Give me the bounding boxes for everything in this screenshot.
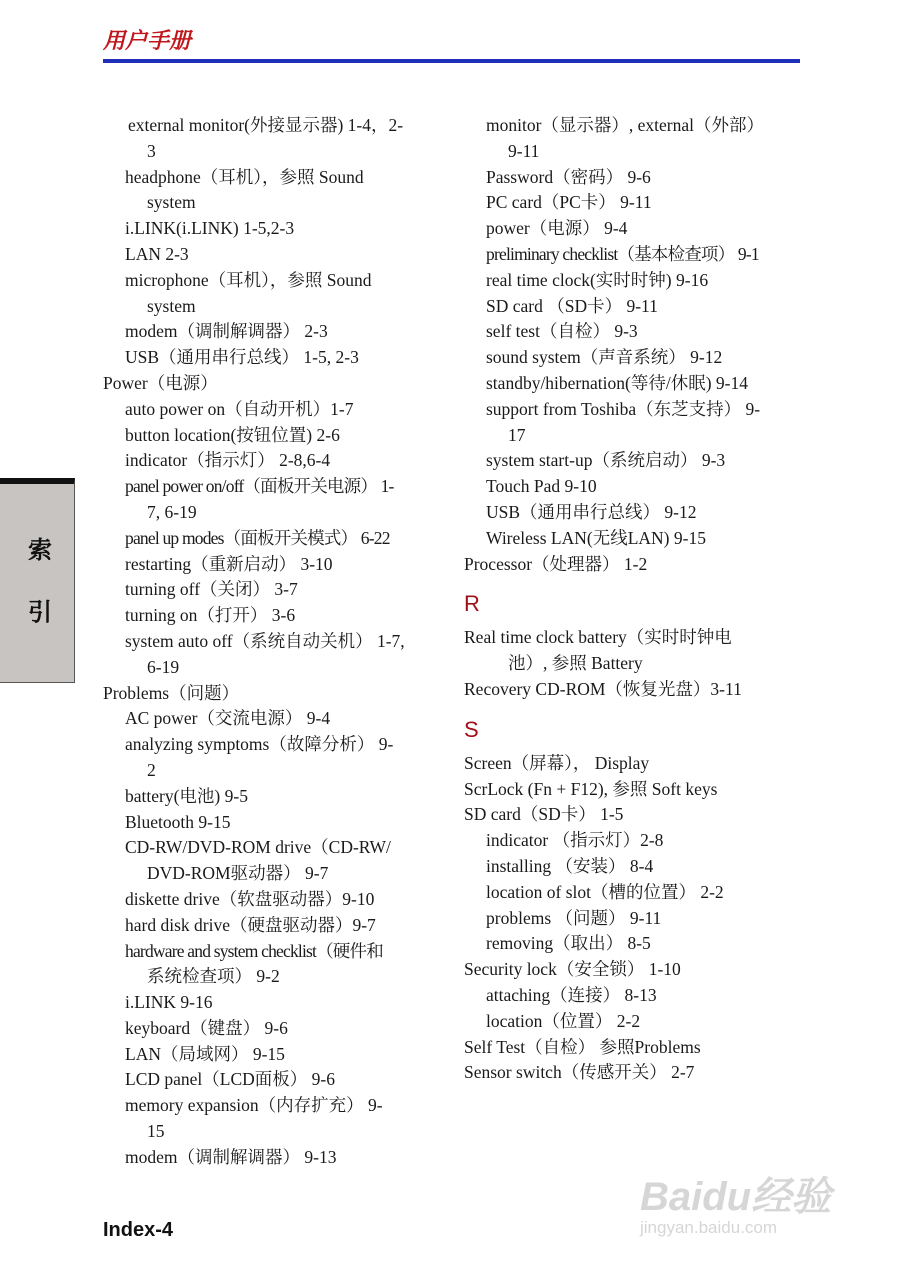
index-subentry: hardware and system checklist（硬件和	[125, 940, 383, 961]
index-entry: Processor（处理器） 1-2	[464, 553, 648, 574]
index-subentry: USB（通用串行总线） 9-12	[486, 501, 697, 522]
index-subentry: i.LINK 9-16	[125, 992, 213, 1013]
index-subentry: removing（取出） 8-5	[486, 933, 651, 954]
index-subentry: memory expansion（内存扩充） 9-	[125, 1095, 383, 1116]
index-subentry: diskette drive（软盘驱动器）9-10	[125, 888, 375, 909]
index-subentry: CD-RW/DVD-ROM drive（CD-RW/	[125, 837, 391, 858]
section-letter: S	[464, 716, 479, 742]
watermark	[640, 1165, 831, 1238]
index-entry: ScrLock (Fn + F12), 参照 Soft keys	[464, 778, 718, 799]
index-subentry: button location(按钮位置) 2-6	[125, 424, 340, 445]
index-subentry: Wireless LAN(无线LAN) 9-15	[486, 527, 706, 548]
index-subentry: LCD panel（LCD面板） 9-6	[125, 1069, 335, 1090]
index-entry-continuation: 9-11	[508, 140, 540, 161]
page-number: Index-4	[103, 1219, 174, 1241]
index-subentry: modem（调制解调器） 9-13	[125, 1146, 337, 1167]
index-subentry: power（电源） 9-4	[486, 218, 628, 239]
index-subentry: Bluetooth 9-15	[125, 811, 231, 832]
index-entry-continuation: 3	[147, 140, 156, 161]
watermark-logo: Baidu经验	[640, 1175, 832, 1219]
tab-char-1: 索	[28, 536, 52, 564]
index-subentry: standby/hibernation(等待/休眠) 9-14	[486, 372, 748, 393]
index-entry: Real time clock battery（实时时钟电	[464, 627, 732, 648]
index-entry-continuation: 7, 6-19	[147, 501, 197, 522]
tab-char-2: 引	[28, 598, 52, 626]
index-entry-continuation: 17	[508, 424, 526, 445]
index-column-left	[103, 113, 453, 1171]
index-entry-continuation: 6-19	[147, 656, 180, 677]
index-subentry: SD card （SD卡） 9-11	[486, 295, 658, 316]
index-subentry: LAN 2-3	[125, 243, 189, 264]
index-entry: Recovery CD-ROM（恢复光盘）3-11	[464, 678, 742, 699]
index-entry: Security lock（安全锁） 1-10	[464, 959, 681, 980]
index-entry: Problems（问题）	[103, 682, 240, 703]
section-letter: R	[464, 591, 480, 617]
index-subentry: hard disk drive（硬盘驱动器）9-7	[125, 914, 376, 935]
index-subentry: keyboard（键盘） 9-6	[125, 1017, 288, 1038]
index-subentry: auto power on（自动开机）1-7	[125, 398, 354, 419]
index-subentry: Touch Pad 9-10	[486, 476, 597, 497]
index-entry: Power（电源）	[103, 372, 218, 393]
index-subentry: AC power（交流电源） 9-4	[125, 708, 331, 729]
index-entry: Self Test（自检） 参照Problems	[464, 1036, 701, 1057]
index-subentry: headphone（耳机），参照 Sound	[125, 166, 364, 187]
index-entry: SD card（SD卡） 1-5	[464, 804, 624, 825]
index-subentry: sound system（声音系统） 9-12	[486, 347, 723, 368]
index-subentry: location（位置） 2-2	[486, 1010, 641, 1031]
index-subentry: problems （问题） 9-11	[486, 907, 662, 928]
index-entry-continuation: 15	[147, 1121, 165, 1142]
index-subentry: modem（调制解调器） 2-3	[125, 321, 328, 342]
index-column-right	[464, 113, 814, 1086]
index-subentry: PC card（PC卡） 9-11	[486, 192, 652, 213]
index-subentry: attaching（连接） 8-13	[486, 984, 657, 1005]
index-subentry: real time clock(实时时钟) 9-16	[486, 269, 709, 290]
index-subentry: system start-up（系统启动） 9-3	[486, 450, 726, 471]
index-entry-continuation: DVD-ROM驱动器） 9-7	[147, 863, 329, 884]
index-subentry: turning on（打开） 3-6	[125, 605, 296, 626]
index-subentry: indicator（指示灯） 2-8,6-4	[125, 450, 331, 471]
index-subentry: panel up modes（面板开关模式） 6-22	[125, 527, 390, 548]
index-subentry: turning off（关闭） 3-7	[125, 579, 298, 600]
index-entry: Screen（屏幕）， Display	[464, 752, 650, 773]
index-subentry: indicator （指示灯）2-8	[486, 830, 664, 851]
index-entry-continuation: 系统检查项） 9-2	[147, 966, 280, 987]
index-subentry: support from Toshiba（东芝支持） 9-	[486, 398, 761, 419]
index-subentry: LAN（局域网） 9-15	[125, 1043, 285, 1064]
index-entry-continuation: 池）, 参照 Battery	[508, 653, 643, 674]
index-subentry: system auto off（系统自动关机） 1-7,	[125, 630, 405, 651]
header-title: 用户手册	[103, 28, 192, 53]
index-entry-continuation: 2	[147, 759, 156, 780]
header-rule	[103, 59, 800, 63]
watermark-url: jingyan.baidu.com	[640, 1218, 778, 1237]
index-section-tab	[0, 478, 75, 683]
index-subentry: location of slot（槽的位置） 2-2	[486, 881, 724, 902]
index-entry-continuation: system	[147, 295, 196, 316]
index-subentry: installing （安装） 8-4	[486, 855, 654, 876]
index-subentry: Password（密码） 9-6	[486, 166, 651, 187]
index-subentry: restarting（重新启动） 3-10	[125, 553, 333, 574]
index-subentry: i.LINK(i.LINK) 1-5,2-3	[125, 218, 295, 239]
index-subentry: battery(电池) 9-5	[125, 785, 248, 806]
index-subentry: preliminary checklist（基本检查项） 9-1	[486, 243, 759, 264]
index-subentry: panel power on/off（面板开关电源） 1-	[125, 476, 394, 497]
index-entry: Sensor switch（传感开关） 2-7	[464, 1062, 695, 1083]
index-subentry: analyzing symptoms（故障分析） 9-	[125, 734, 394, 755]
index-subentry: external monitor(外接显示器) 1-4，2-	[128, 115, 404, 135]
index-subentry: microphone（耳机），参照 Sound	[125, 269, 372, 290]
index-entry-continuation: system	[147, 192, 196, 213]
index-subentry: USB（通用串行总线） 1-5, 2-3	[125, 347, 359, 368]
index-subentry: monitor（显示器）, external（外部）	[486, 115, 765, 135]
index-subentry: self test（自检） 9-3	[486, 321, 638, 342]
